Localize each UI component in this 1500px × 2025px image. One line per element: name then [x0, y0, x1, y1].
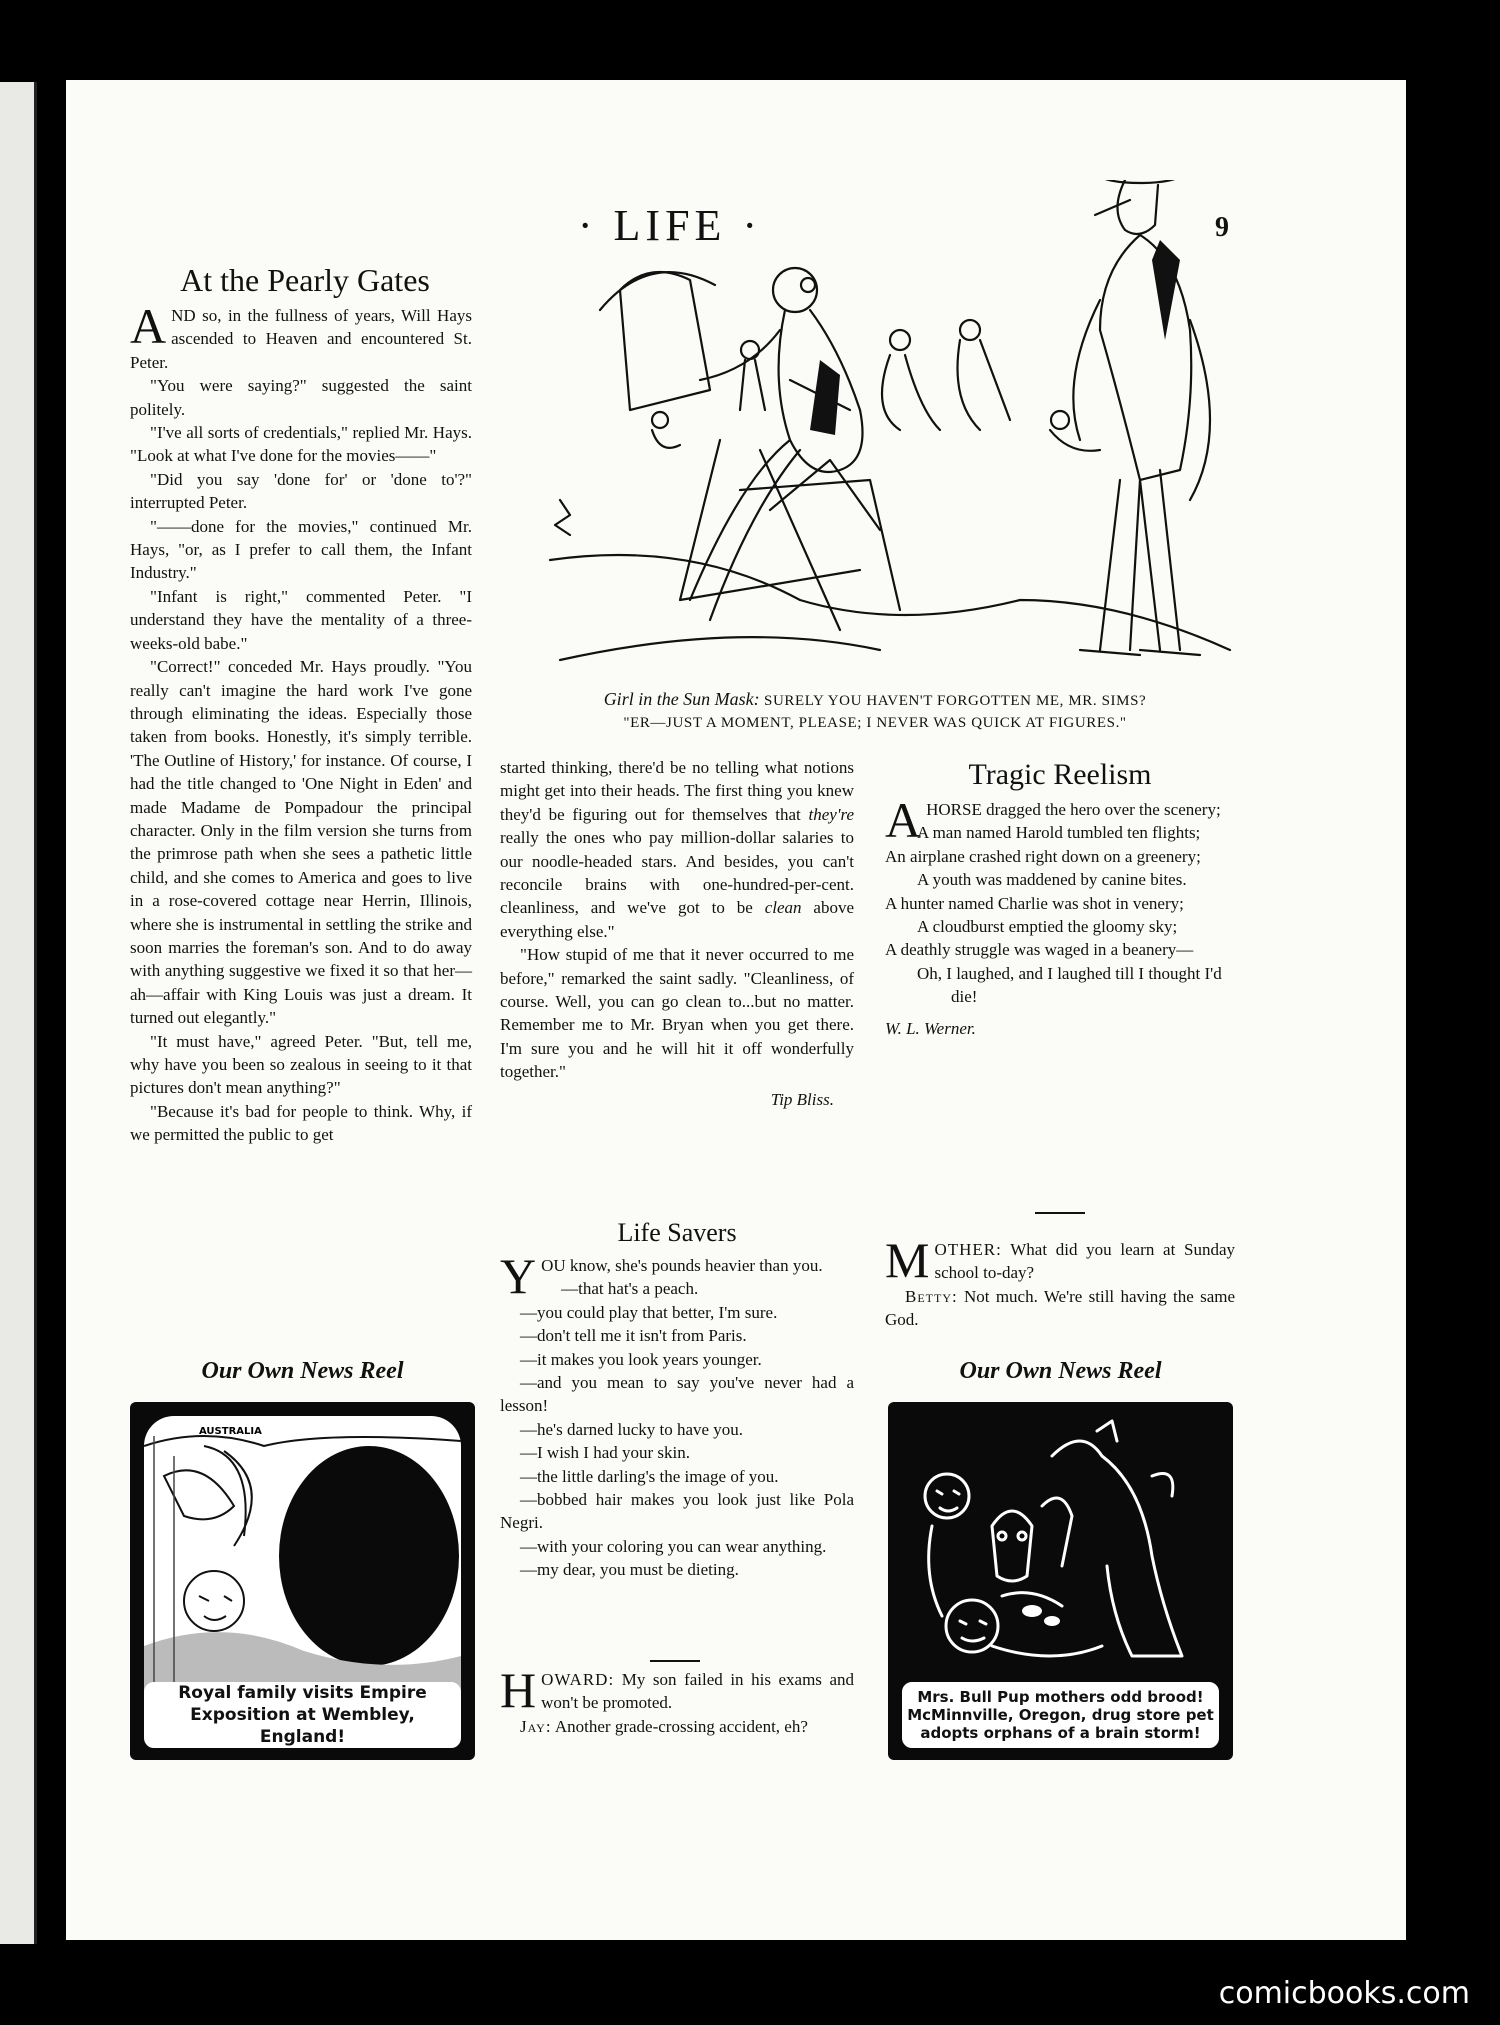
emphasis: they're	[808, 804, 854, 824]
paragraph: "Did you say 'done for' or 'done to'?" interrupted Peter.	[130, 469, 472, 513]
previous-page-edge	[0, 82, 37, 1944]
australia-label: AUSTRALIA	[199, 1426, 262, 1437]
caption-speaker: Girl in the Sun Mask:	[603, 689, 760, 709]
poem-line: A youth was maddened by canine bites.	[917, 870, 1187, 890]
caption-line-1: SURELY YOU HAVEN'T FORGOTTEN ME, MR. SIMS?	[764, 693, 1147, 709]
dropcap: A	[885, 792, 922, 848]
article-body-pearly-col1	[130, 298, 472, 1147]
newsreel-image-left	[144, 1416, 461, 1701]
paragraph: "Infant is right," commented Peter. "I understand they have the mentality of a three-weeks-old babe."	[130, 586, 472, 653]
paragraph: OU know, she's pounds heavier than you.	[541, 1256, 823, 1275]
newsreel-caption-left	[144, 1682, 461, 1748]
speaker: Jay:	[520, 1716, 552, 1736]
poem-tragic-reelism	[885, 792, 1235, 1040]
newsreel-panel-left	[130, 1402, 475, 1760]
paragraph: ND so, in the fullness of years, Will Hays ascended to Heaven and encountered St. Peter.	[130, 306, 472, 372]
list-item: —I wish I had your skin.	[520, 1443, 690, 1463]
poem-line: HORSE dragged the hero over the scenery;	[926, 800, 1221, 819]
caption-line: Mrs. Bull Pup mothers odd brood!	[917, 1688, 1204, 1706]
paragraph: "——done for the movies," continued Mr. Hays, "or, as I prefer to call them, the Infant Industry."	[130, 516, 472, 583]
speaker: OTHER:	[934, 1240, 1002, 1259]
article-body-pearly-col2	[500, 756, 854, 1111]
newsreel-drawing-right	[902, 1416, 1219, 1701]
list-item: —with your coloring you can wear anything.	[520, 1536, 827, 1556]
paragraph: "Correct!" conceded Mr. Hays proudly. "You really can't imagine the hard work I've gone through eliminating the ideas. Especially those taken from books. Honestly, it's simply terrible. 'The Outline of History,' for instance. Of course, I had the title changed to 'One Night in Eden' and made Madame de Pompadour the principal character. Only in the film version she turns from the primrose path when she sees a pathetic little child, and she comes to America and goes to live in a rose-covered cottage near Herrin, Illinois, where she is instrumental in settling the strike and soon marries the foreman's son. And to do away with anything suggestive we fixed it so that her—ah—affair with King Louis was just a dream. It turned out elegantly."	[130, 657, 472, 1028]
signature: W. L. Werner.	[885, 1018, 976, 1038]
dialogue: Not much. We're still having the same God.	[885, 1286, 1236, 1330]
divider-rule	[650, 1660, 700, 1662]
article-body-life-savers	[500, 1248, 854, 1582]
list-item: —my dear, you must be dieting.	[520, 1560, 739, 1580]
paragraph: "It must have," agreed Peter. "But, tell me, why have you been so zealous in seeing to it that pictures don't mean anything?"	[130, 1031, 472, 1098]
newsreel-image-right	[902, 1416, 1219, 1701]
list-item: —bobbed hair makes you look just like Pola Negri.	[500, 1490, 854, 1533]
article-title-tragic-reelism: Tragic Reelism	[968, 758, 1152, 791]
list-item: —the little darling's the image of you.	[520, 1466, 779, 1486]
poem-line: A man named Harold tumbled ten flights;	[917, 823, 1201, 843]
text-run: really the ones who pay million-dollar salaries to our noodle-headed stars. And besides, you can't reconcile brains with one-hundred-per-cent. cleanliness, and we've got to be	[500, 828, 854, 918]
joke-howard	[500, 1662, 855, 1738]
cartoon-illustration	[540, 180, 1240, 680]
dropcap: H	[500, 1662, 537, 1718]
newsreel-panel-right	[888, 1402, 1233, 1760]
list-item: —and you mean to say you've never had a lesson!	[500, 1373, 854, 1416]
caption-line-2: "ER—JUST A MOMENT, PLEASE; I NEVER WAS QUICK AT FIGURES."	[623, 715, 1127, 731]
dropcap: Y	[500, 1248, 537, 1304]
list-item: —you could play that better, I'm sure.	[520, 1302, 778, 1322]
list-item: —it makes you look years younger.	[520, 1349, 762, 1369]
speaker: Betty:	[905, 1286, 958, 1306]
caption-line: Exposition at Wembley, England!	[190, 1705, 415, 1747]
list-item: —he's darned lucky to have you.	[520, 1419, 744, 1439]
caption-line: Royal family visits Empire	[178, 1683, 427, 1703]
dialogue: Another grade-crossing accident, eh?	[554, 1716, 808, 1736]
list-item: —don't tell me it isn't from Paris.	[520, 1326, 747, 1346]
cartoon-caption	[540, 688, 1210, 734]
article-title-pearly-gates: At the Pearly Gates	[180, 262, 430, 298]
caption-line: McMinnville, Oregon, drug store pet	[907, 1706, 1214, 1724]
newsreel-heading-left: Our Own News Reel	[201, 1358, 404, 1384]
speaker: OWARD:	[541, 1670, 615, 1689]
poem-line: A deathly struggle was waged in a beanery—	[885, 940, 1194, 960]
text-run: above everything else."	[500, 898, 855, 941]
poem-line: Oh, I laughed, and I laughed till I thought I'd die!	[917, 963, 1222, 1007]
emphasis: clean	[764, 898, 802, 918]
paragraph: "You were saying?" suggested the saint politely.	[130, 376, 472, 419]
dropcap: A	[130, 298, 167, 354]
paragraph: "Because it's bad for people to think. Why, if we permitted the public to get	[130, 1101, 472, 1145]
paragraph: "How stupid of me that it never occurred to me before," remarked the saint sadly. "Cleanliness, of course. Well, you can go clean to...but no matter. Remember me to Mr. Bryan when you get there. I'm sure you and he will hit it off wonderfully together."	[500, 945, 854, 1082]
dialogue: What did you learn at Sunday school to-day?	[934, 1240, 1235, 1283]
newsreel-drawing-left	[144, 1416, 461, 1701]
dialogue: My son failed in his exams and won't be promoted.	[541, 1670, 855, 1713]
list-item: —that hat's a peach.	[561, 1279, 699, 1299]
newsreel-caption-right	[902, 1682, 1219, 1748]
divider-rule	[1035, 1212, 1085, 1214]
caption-line: adopts orphans of a brain storm!	[920, 1724, 1201, 1742]
joke-mother	[885, 1232, 1236, 1332]
paragraph: "I've all sorts of credentials," replied Mr. Hays. "Look at what I've done for the movies——"	[130, 423, 472, 466]
poem-line: An airplane crashed right down on a greenery;	[885, 846, 1201, 866]
newsreel-heading-right: Our Own News Reel	[959, 1358, 1162, 1384]
text-run: started thinking, there'd be no telling what notions might get into their heads. The first thing you knew they'd be figuring out for themselves that	[500, 758, 854, 824]
poem-line: A hunter named Charlie was shot in venery;	[885, 893, 1184, 913]
article-title-life-savers: Life Savers	[617, 1218, 737, 1247]
dropcap: M	[885, 1232, 930, 1288]
signature: Tip Bliss.	[770, 1089, 834, 1109]
watermark: comicbooks.com	[1218, 1976, 1470, 2011]
page-number: 9	[1215, 212, 1229, 243]
masthead: · LIFE ·	[577, 201, 763, 250]
poem-line: A cloudburst emptied the gloomy sky;	[917, 917, 1178, 937]
